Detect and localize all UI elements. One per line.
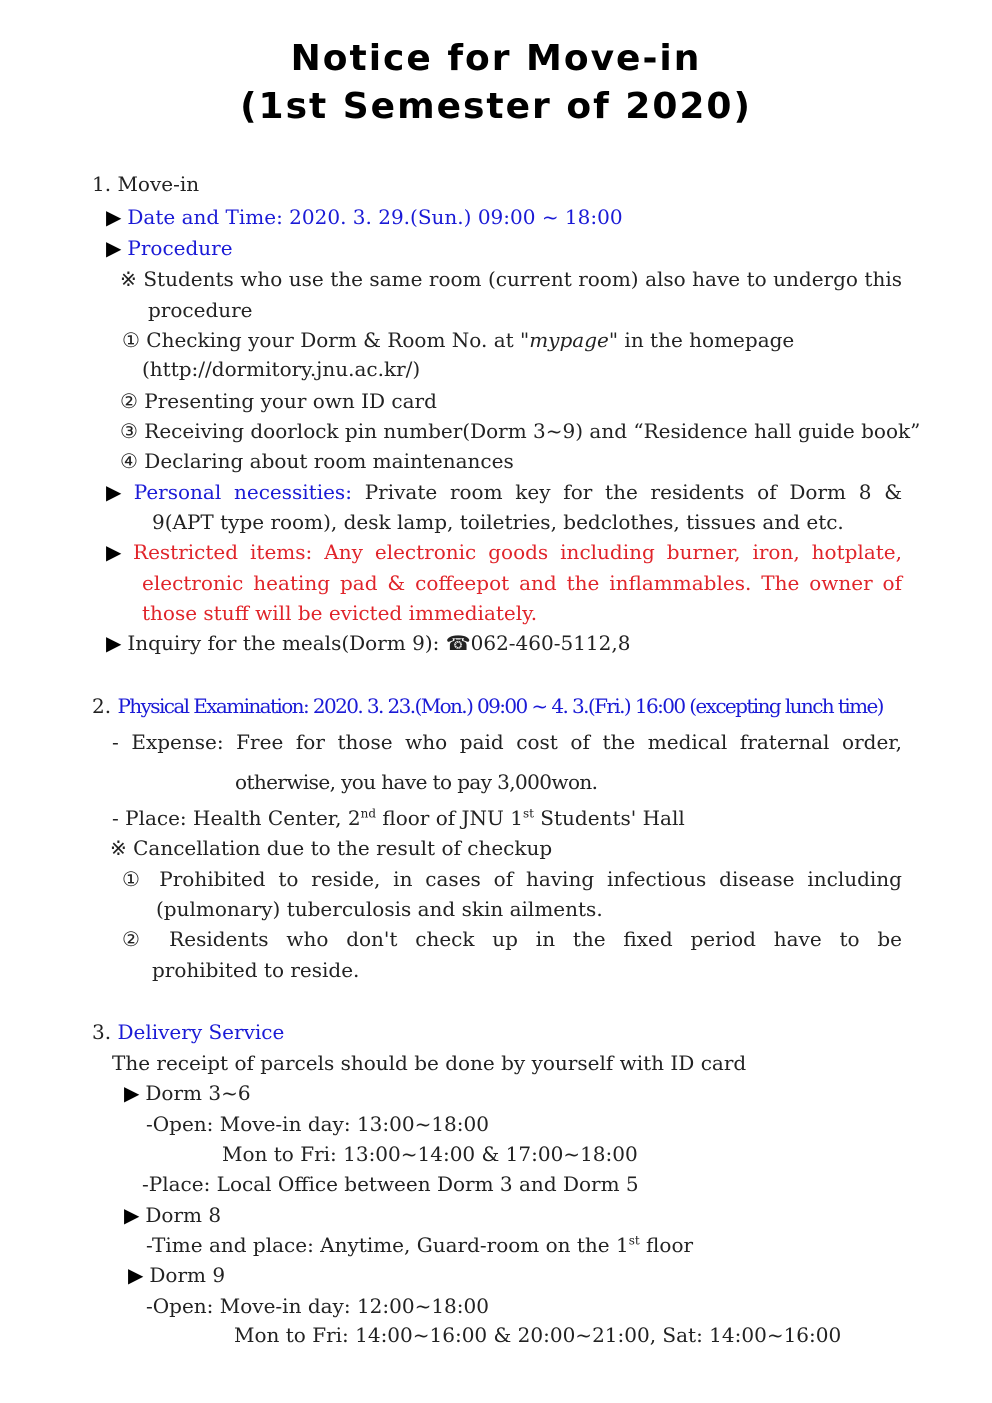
dorm-3-6-hours: Mon to Fri: 13:00~14:00 & 17:00~18:00 [222,1142,638,1166]
necessities-line2: 9(APT type room), desk lamp, toiletries, bedclothes, tissues and etc. [152,510,844,534]
exam-place-text: floor of JNU 1 [376,806,523,830]
restricted-line2: electronic heating pad & coffeepot and the inflammables. The owner of [142,571,902,595]
dorm-9-item [128,1263,225,1287]
dorm-8-text: -Time and place: Anytime, Guard-room on the 1 [146,1233,629,1257]
bullet-icon: ▶ [106,631,122,655]
restricted-line3: those stuff will be evicted immediately. [142,601,538,625]
dorm-9-hours: Mon to Fri: 14:00~16:00 & 20:00~21:00, Sat: 14:00~16:00 [234,1323,842,1347]
dorm-3-6-place: -Place: Local Office between Dorm 3 and Dorm 5 [142,1172,639,1196]
step-1-text-end: " in the homepage [608,328,795,352]
restricted-line1 [106,540,902,564]
bullet-icon: ▶ [124,1203,140,1227]
procedure-note-line1: ※ Students who use the same room (current room) also have to undergo this [120,267,902,291]
ordinal-suffix: st [522,806,534,821]
dorm-8-label: Dorm 8 [145,1203,222,1227]
dorm-9-label: Dorm 9 [149,1263,226,1287]
section-3-number: 3. [92,1020,112,1044]
bullet-icon: ▶ [106,540,128,564]
ordinal-suffix: nd [360,806,377,821]
exam-place-text: - Place: Health Center, 2 [112,806,361,830]
exam-place [112,806,685,830]
cancellation-2-line2: prohibited to reside. [152,958,360,982]
homepage-url: (http://dormitory.jnu.ac.kr/) [142,357,421,381]
section-2-number: 2. [92,694,112,718]
cancellation-note: ※ Cancellation due to the result of checkup [110,836,553,860]
meals-text: Inquiry for the meals(Dorm 9): ☎062-460-5112,8 [127,631,631,655]
page-subtitle: (1st Semester of 2020) [240,86,752,127]
bullet-icon: ▶ [124,1081,140,1105]
mypage-text: mypage [529,328,609,352]
bullet-icon: ▶ [106,480,128,504]
dorm-8-text-end: floor [639,1233,694,1257]
cancellation-2-line1: ② Residents who don't check up in the fixed period have to be [122,927,902,951]
dorm-3-6-label: Dorm 3~6 [145,1081,251,1105]
necessities-label: Personal necessities: [133,480,352,504]
bullet-icon: ▶ [128,1263,144,1287]
dorm-3-6-item [124,1081,251,1105]
restricted-text: Any electronic goods including burner, iron, hotplate, [312,540,902,564]
necessities-line1 [106,480,902,504]
expense-line2: otherwise, you have to pay 3,000won. [235,770,598,794]
dorm-3-6-open: -Open: Move-in day: 13:00~18:00 [146,1112,489,1136]
section-3-heading [92,1020,284,1044]
procedure-item [106,236,233,260]
bullet-icon: ▶ [106,205,122,229]
procedure-note-line2: procedure [148,298,253,322]
step-4: ④ Declaring about room maintenances [120,449,514,473]
step-1-text: ① Checking your Dorm & Room No. at " [122,328,530,352]
procedure-label: Procedure [127,236,233,260]
meals-inquiry [106,631,630,655]
page-title: Notice for Move-in [290,38,702,79]
cancellation-1-line1: ① Prohibited to reside, in cases of having infectious disease including [122,867,902,891]
step-2: ② Presenting your own ID card [120,389,437,413]
delivery-service-label: Delivery Service [117,1020,285,1044]
date-time-label: Date and Time: 2020. 3. 29.(Sun.) 09:00 ~ 18:00 [127,205,623,229]
section-1-heading: 1. Move-in [92,172,200,196]
physical-exam-label: Physical Examination: 2020. 3. 23.(Mon.) 09:00 ~ 4. 3.(Fri.) 16:00 (excepting lunch time) [117,694,883,718]
dorm-8-item [124,1203,221,1227]
restricted-label: Restricted items: [133,540,313,564]
expense-line1: - Expense: Free for those who paid cost of the medical fraternal order, [112,730,902,754]
delivery-intro: The receipt of parcels should be done by yourself with ID card [112,1051,747,1075]
bullet-icon: ▶ [106,236,122,260]
section-2-heading [92,694,883,718]
necessities-text: Private room key for the residents of Dorm 8 & [351,480,902,504]
exam-place-text: Students' Hall [533,806,685,830]
step-3: ③ Receiving doorlock pin number(Dorm 3~9) and “Residence hall guide book” [120,419,921,443]
step-1 [122,328,794,352]
cancellation-1-line2: (pulmonary) tuberculosis and skin ailments. [156,897,603,921]
dorm-8-time-place [146,1233,693,1257]
dorm-9-open: -Open: Move-in day: 12:00~18:00 [146,1294,489,1318]
ordinal-suffix: st [628,1233,640,1248]
date-time-item [106,205,623,229]
